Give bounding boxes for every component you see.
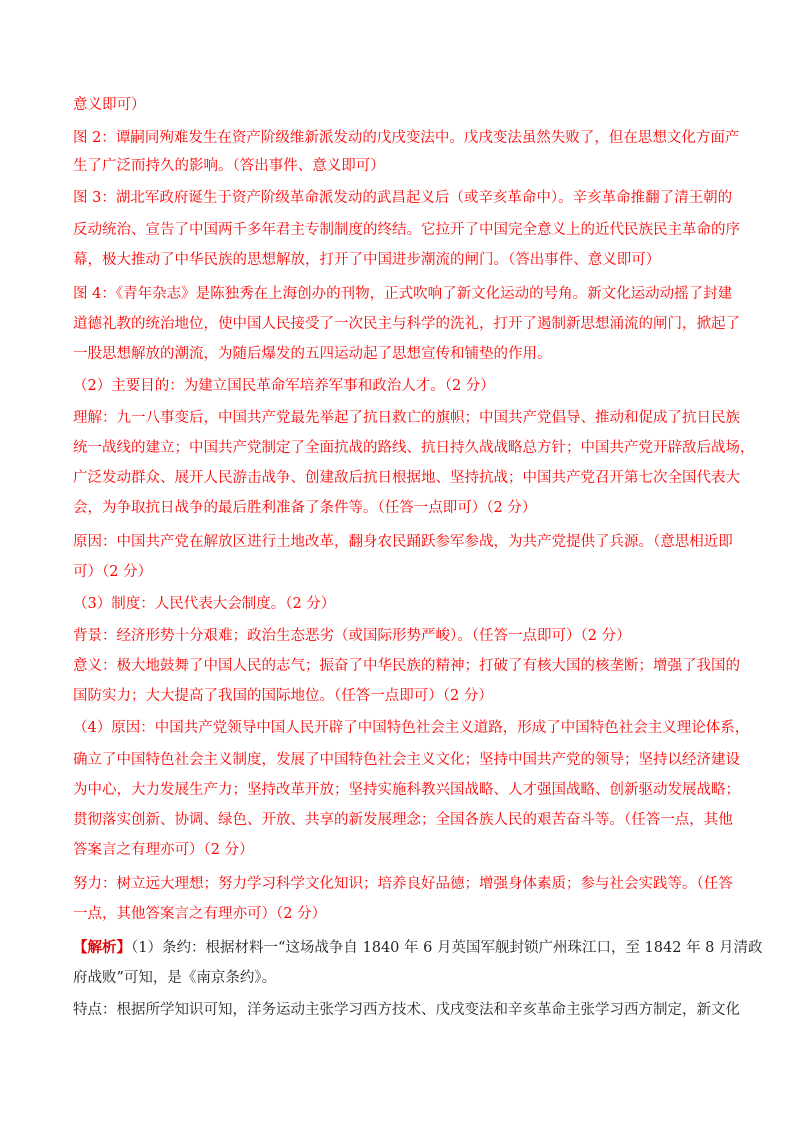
answer-line: （4）原因：中国共产党领导中国人民开辟了中国特色社会主义道路，形成了中国特色社会主义理论体系，: [73, 720, 750, 736]
analysis-line: [73, 938, 763, 958]
answer-line: 意义：极大地鼓舞了中国人民的志气；振奋了中华民族的精神；打破了有核大国的核垄断；增强了我国的: [73, 658, 740, 674]
answer-line: 图 4：《青年杂志》是陈独秀在上海创办的刊物，正式吹响了新文化运动的号角。新文化运动动摇了封建: [73, 286, 733, 302]
analysis-text: （1）条约：根据材料一“这场战争自 1840 年 6 月英国军舰封锁广州珠江口，至 1842 年 8 月清政: [131, 940, 763, 956]
answer-line: 一股思想解放的潮流，为随后爆发的五四运动起了思想宣传和铺垫的作用。: [73, 346, 552, 362]
answer-line: 意义即可）: [73, 97, 146, 113]
answer-line: 反动统治、宣告了中国两千多年君主专制制度的终结。它拉开了中国完全意义上的近代民族民主革命的序: [73, 222, 740, 238]
answer-line: 贯彻落实创新、协调、绿色、开放、共享的新发展理念；全国各族人民的艰苦奋斗等。（任答一点，其他: [73, 812, 733, 828]
answer-line: 幕，极大推动了中华民族的思想解放，打开了中国进步潮流的闸门。（答出事件、意义即可）: [73, 252, 661, 268]
answer-line: 道德礼教的统治地位，使中国人民接受了一次民主与科学的洗礼，打开了遏制新思想涌流的闸门，掀起了: [73, 316, 740, 332]
answer-line: 背景：经济形势十分艰难；政治生态恶劣（或国际形势严峻）。（任答一点即可）（2 分）: [73, 628, 631, 644]
answer-line: 为中心，大力发展生产力；坚持改革开放；坚持实施科教兴国战略、人才强国战略、创新驱动发展战略；: [73, 782, 740, 798]
answer-line: 理解：九一八事变后，中国共产党最先举起了抗日救亡的旗帜；中国共产党倡导、推动和促成了抗日民族: [73, 410, 740, 426]
answer-line: 努力：树立远大理想；努力学习科学文化知识；培养良好品德；增强身体素质；参与社会实践等。（任答: [73, 876, 733, 892]
analysis-line: 特点：根据所学知识可知，洋务运动主张学习西方技术、戊戌变法和辛亥革命主张学习西方制定，新文化: [73, 1002, 740, 1018]
answer-line: 生了广泛而持久的影响。（答出事件、意义即可）: [73, 158, 385, 174]
analysis-marker: 【解析】: [73, 939, 131, 956]
answer-line: 统一战线的建立；中国共产党制定了全面抗战的路线、抗日持久战战略总方针；中国共产党开辟敌后战场，: [73, 440, 755, 456]
answer-line: （3）制度：人民代表大会制度。（2 分）: [73, 596, 336, 612]
analysis-line: 府战败”可知，是《南京条约》。: [73, 970, 277, 986]
answer-line: 可）（2 分）: [73, 564, 153, 580]
answer-line: 图 3：湖北军政府诞生于资产阶级革命派发动的武昌起义后（或辛亥革命中）。辛亥革命推翻了清王朝的: [73, 190, 733, 206]
answer-line: 会，为争取抗日战争的最后胜利准备了条件等。（任答一点即可）（2 分）: [73, 500, 537, 516]
answer-line: 确立了中国特色社会主义制度，发展了中国特色社会主义文化；坚持中国共产党的领导；坚持以经济建设: [73, 752, 740, 768]
answer-line: （2）主要目的：为建立国民革命军培养军事和政治人才。（2 分）: [73, 378, 495, 394]
answer-line: 答案言之有理亦可）（2 分）: [73, 842, 254, 858]
answer-line: 国防实力；大大提高了我国的国际地位。（任答一点即可）（2 分）: [73, 688, 493, 704]
answer-line: 图 2：谭嗣同殉难发生在资产阶级维新派发动的戊戌变法中。戊戌变法虽然失败了，但在思想文化方面产: [73, 130, 740, 146]
answer-line: 原因：中国共产党在解放区进行土地改革，翻身农民踊跃参军参战，为共产党提供了兵源。（意思相近即: [73, 534, 733, 550]
answer-line: 广泛发动群众、展开人民游击战争、创建敌后抗日根据地、坚持抗战；中国共产党召开第七次全国代表大: [73, 470, 740, 486]
answer-line: 一点，其他答案言之有理亦可）（2 分）: [73, 906, 327, 922]
